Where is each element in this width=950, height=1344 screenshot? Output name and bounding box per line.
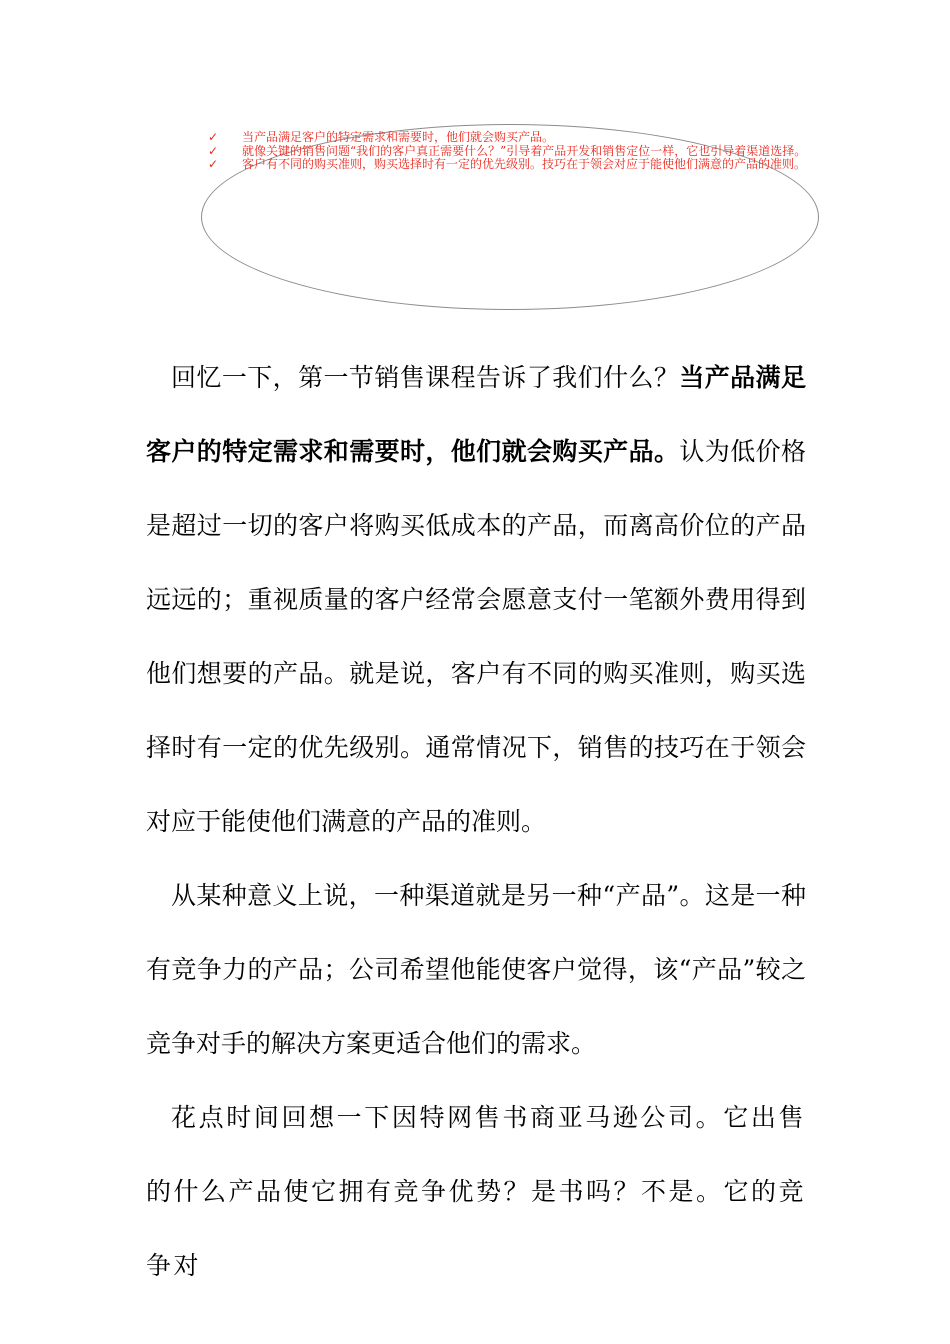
callout-item — [208, 158, 820, 172]
body-text — [146, 341, 806, 1303]
paragraph-1-rest: 认为低价格是超过一切的客户将购买低成本的产品，而离高价位的产品远远的；重视质量的客户经常会愿意支付一笔额外费用得到他们想要的产品。就是说，客户有不同的购买准则，购买选择时有一定的优先级别。通常情况下，销售的技巧在于领会对应于能使他们满意的产品的准则。 — [146, 437, 806, 836]
paragraph-1-bold: 当产品满足客户的特定需求和需要时，他们就会购买产品。 — [146, 363, 806, 466]
callout-item — [208, 131, 820, 145]
callout-item-text: 客户有不同的购买准则，购买选择时有一定的优先级别。技巧在于领会对应于能使他们满意的产品的准则。 — [242, 157, 807, 171]
checkmark-icon: ✓ — [208, 157, 219, 171]
callout-item — [208, 145, 820, 159]
paragraph-3: 花点时间回想一下因特网售书商亚马逊公司。它出售的什么产品使它拥有竞争优势？是书吗？不是。它的竞争对 — [146, 1103, 807, 1280]
paragraph-1-lead: 回忆一下，第一节销售课程告诉了我们什么？ — [171, 363, 680, 392]
callout-list — [208, 131, 820, 172]
paragraph-1 — [146, 341, 806, 859]
callout-item-text: 当产品满足客户的特定需求和需要时，他们就会购买产品。 — [242, 130, 555, 144]
paragraph-2: 从某种意义上说，一种渠道就是另一种“产品”。这是一种有竞争力的产品；公司希望他能使客户觉得，该“产品”较之竞争对手的解决方案更适合他们的需求。 — [146, 881, 806, 1058]
checkmark-icon: ✓ — [208, 130, 219, 144]
checkmark-icon: ✓ — [208, 143, 219, 158]
callout-item-text: 就像关键的销售问题“我们的客户真正需要什么？”引导着产品开发和销售定位一样，它也引导着渠道选择。 — [242, 143, 807, 158]
